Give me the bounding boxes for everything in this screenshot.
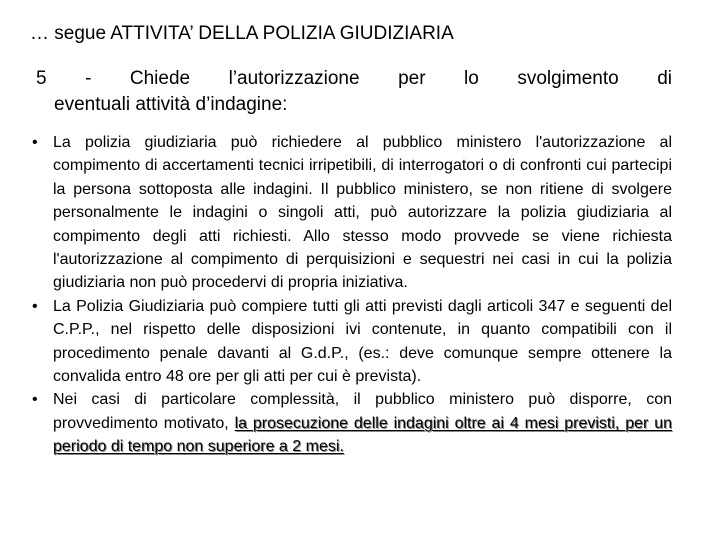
bullet-item-acts — [30, 295, 672, 389]
bullet-text-underlined: la prosecuzione delle indagini oltre ai 4 mesi previsti, per un periodo di tempo non superiore a 2 mesi. — [53, 414, 673, 456]
bullet-text: La Polizia Giudiziaria può compiere tutti gli atti previsti dagli articoli 347 e seguenti del C.P.P., nel rispetto delle disposizioni ivi contenute, in quanto compatibili con il procedimento penale davanti al G.d.P., (es.: deve comunque sempre ottenere la convalida entro 48 ore per gli atti per cui è prevista). — [53, 297, 672, 386]
bullet-text: Nei casi di particolare complessità, il pubblico ministero può disporre, con provvedimento motivato, — [53, 391, 672, 432]
bullet-icon: • — [32, 391, 38, 409]
bullet-icon: • — [32, 134, 38, 151]
bullet-item-extension — [30, 388, 672, 458]
bullet-icon: • — [32, 297, 38, 315]
bullet-list — [30, 131, 672, 459]
section-heading — [36, 66, 672, 118]
bullet-text: La polizia giudiziaria può richiedere al pubblico ministero l'autorizzazione al compimento di accertamenti tecnici irripetibili, di interrogatori o di confronti cui partecipi la persona sottoposta alle indagini. Il pubblico ministero, se non ritiene di svolgere personalmente le indagini o singoli atti, può autorizzare la polizia giudiziaria al compimento degli atti richiesti. Allo stesso modo provvede se viene richiesta l'autorizzazione al compimento di perquisizioni e sequestri nei casi in cui la polizia giudiziaria non può procedervi di propria iniziativa. — [53, 134, 672, 292]
bullet-item-authorization — [30, 131, 672, 295]
section-heading-line-1: 5 - Chiede l’autorizzazione per lo svolgimento di — [36, 68, 672, 89]
section-heading-line-2: eventuali attività d’indagine: — [54, 94, 288, 115]
slide-title: … segue ATTIVITA’ DELLA POLIZIA GIUDIZIARIA — [30, 23, 454, 44]
